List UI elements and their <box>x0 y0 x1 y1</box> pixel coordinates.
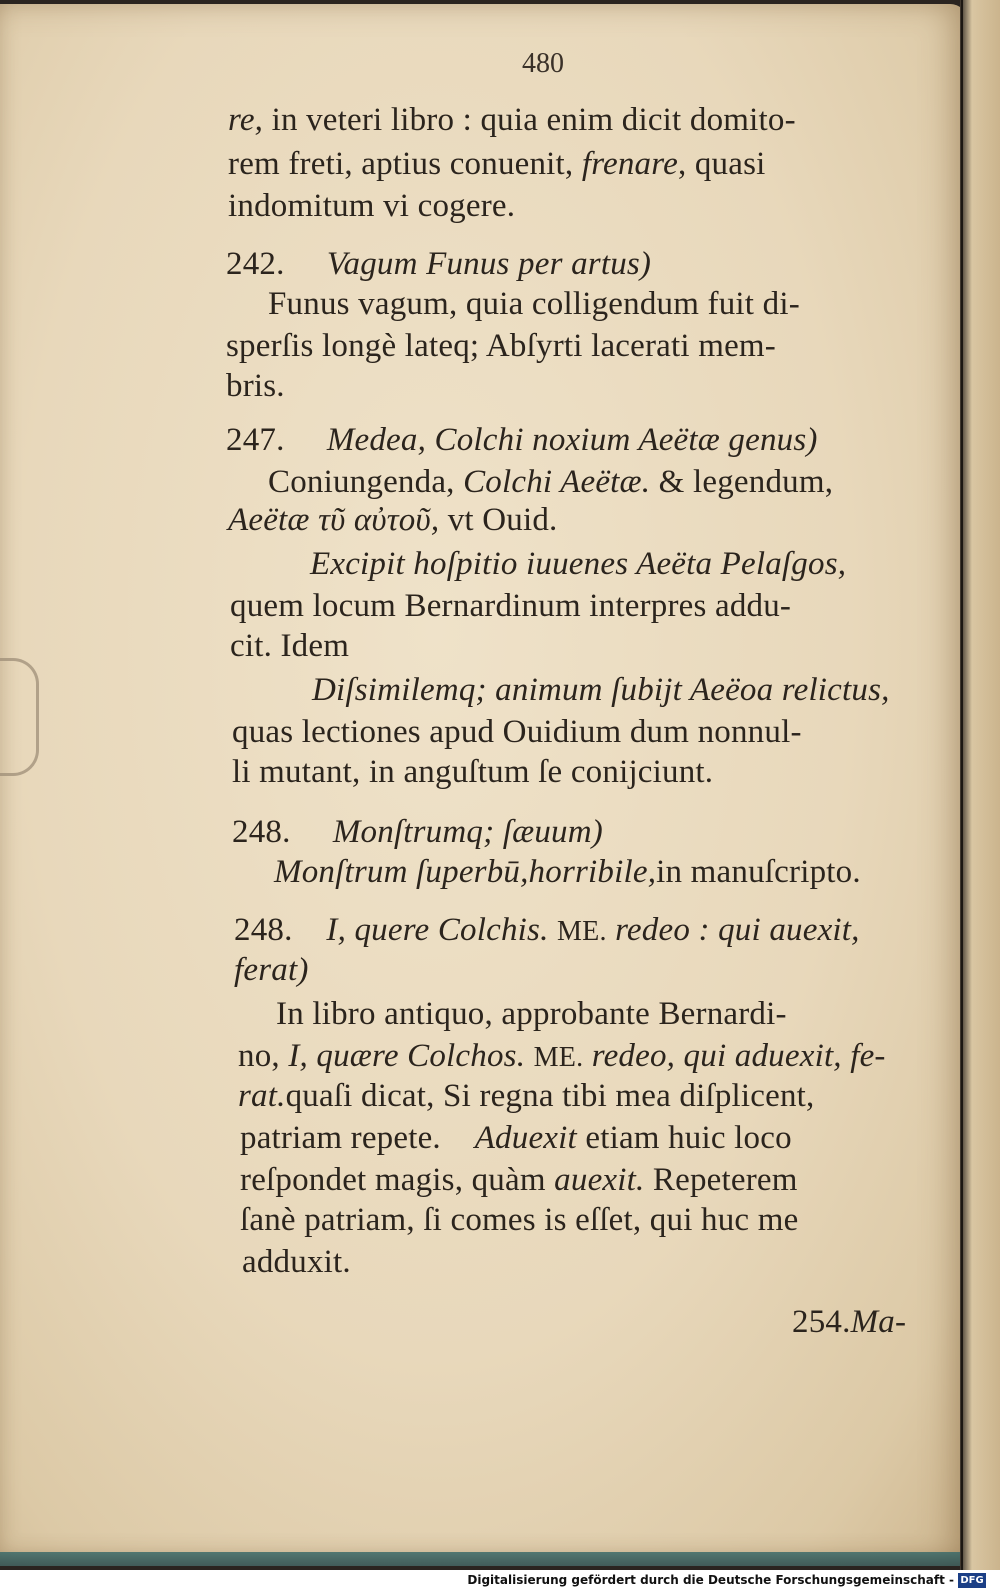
speaker-mark: ME. <box>533 1042 584 1073</box>
lemma: redeo : qui auexit, <box>615 912 860 948</box>
line-text: Repeterem <box>652 1162 798 1198</box>
dfg-logo: DFG <box>958 1573 986 1588</box>
lemma: Medea, Colchi noxium Aeëtæ genus) <box>326 422 818 458</box>
footer-bar <box>0 1570 1000 1592</box>
text-line <box>268 284 800 324</box>
quotation-line <box>312 670 890 710</box>
text-line <box>226 326 776 366</box>
text-line <box>240 1118 792 1158</box>
line-text: Coniungenda, <box>268 464 455 500</box>
text-line <box>228 100 796 140</box>
quotation: Excipit hoſpitio iuuenes Aeëta Pelaſgos, <box>310 546 847 582</box>
italic-word: frenare <box>581 146 678 182</box>
line-text: bris. <box>226 368 285 404</box>
adjacent-page-gutter <box>960 0 1000 1570</box>
text-line <box>228 144 766 184</box>
line-text: reſpondet magis, quàm <box>240 1162 546 1198</box>
line-text: sperſis longè lateq; Abſyrti lacerati mem- <box>226 328 776 364</box>
line-text: in veteri libro : quia enim dicit domito- <box>271 102 796 138</box>
text-line <box>242 1242 351 1282</box>
line-text: etiam huic loco <box>585 1120 792 1156</box>
verse-number: 242. <box>226 246 285 282</box>
line-text: vt Ouid. <box>447 502 558 538</box>
line-text: quas lectiones apud Ouidium dum nonnul- <box>232 714 802 750</box>
italic-word: I, quære Colchos. <box>288 1038 526 1074</box>
line-text: quem locum Bernardinum interpres addu- <box>230 588 792 624</box>
text-line <box>238 1076 815 1116</box>
text-line <box>238 1036 886 1078</box>
italic-word: Monſtrum ſuperbū,horribile, <box>274 854 657 890</box>
catchword-number: 254. <box>792 1304 851 1340</box>
line-text: indomitum vi cogere. <box>228 188 516 224</box>
quotation: Diſsimilemq; animum ſubijt Aeëoa relictus, <box>312 672 890 708</box>
verse-number: 247. <box>226 422 285 458</box>
verse-number: 248. <box>232 814 291 850</box>
line-text: rem freti, aptius conuenit, <box>228 146 574 182</box>
text-line <box>232 752 713 792</box>
line-text: in manuſcripto. <box>656 854 861 890</box>
speaker-mark: ME. <box>556 916 607 947</box>
lemma: Monſtrumq; ſæuum) <box>332 814 603 850</box>
lemma: I, quere Colchis. <box>326 912 549 948</box>
italic-word: redeo, qui aduexit, fe- <box>591 1038 886 1074</box>
text-line <box>268 462 833 502</box>
gutter-line <box>961 0 963 1570</box>
lemma-line <box>234 910 860 952</box>
line-text: ſanè patriam, ſi comes is eſſet, qui huc me <box>240 1202 799 1238</box>
funding-notice: Digitalisierung gefördert durch die Deutsche Forschungsgemeinschaft - <box>467 1573 954 1587</box>
line-text: Funus vagum, quia colligendum fuit di- <box>268 286 800 322</box>
line-text: cit. Idem <box>230 628 350 664</box>
italic-word: Aeëtæ τῦ αὐτοῦ, <box>228 502 440 538</box>
text-line <box>240 1200 798 1240</box>
line-text: & legendum, <box>658 464 834 500</box>
line-text: patriam repete. <box>240 1120 441 1156</box>
catchword-text: Ma- <box>850 1304 907 1340</box>
lemma-line <box>232 812 603 852</box>
line-text: no, <box>238 1038 280 1074</box>
italic-word: Colchi Aeëtæ. <box>463 464 651 500</box>
catchword <box>792 1302 906 1342</box>
text-line <box>226 366 285 406</box>
text-line <box>228 186 515 226</box>
lemma-line <box>226 420 818 460</box>
lemma: ferat) <box>234 952 309 988</box>
lemma: Vagum Funus per artus) <box>326 246 652 282</box>
lemma-line <box>226 244 651 284</box>
text-line <box>274 852 861 892</box>
line-text: li mutant, in anguſtum ſe conijciunt. <box>232 754 714 790</box>
italic-word: re, <box>228 102 264 138</box>
quotation-line <box>310 544 846 584</box>
line-text: quaſi dicat, Si regna tibi mea diſplicent, <box>285 1078 815 1114</box>
italic-word: rat. <box>238 1078 286 1114</box>
line-text: , quasi <box>677 146 766 182</box>
verse-number: 248. <box>234 912 293 948</box>
italic-word: auexit. <box>554 1162 645 1198</box>
text-line <box>230 626 349 666</box>
text-line <box>228 500 558 540</box>
italic-word: Aduexit <box>474 1120 577 1156</box>
line-text: In libro antiquo, approbante Bernardi- <box>276 996 787 1032</box>
lemma-line <box>234 950 309 990</box>
text-line <box>240 1160 798 1200</box>
text-line <box>230 586 791 626</box>
text-line <box>232 712 802 752</box>
line-text: adduxit. <box>242 1244 351 1280</box>
text-line <box>276 994 787 1034</box>
page-number: 480 <box>522 48 564 79</box>
